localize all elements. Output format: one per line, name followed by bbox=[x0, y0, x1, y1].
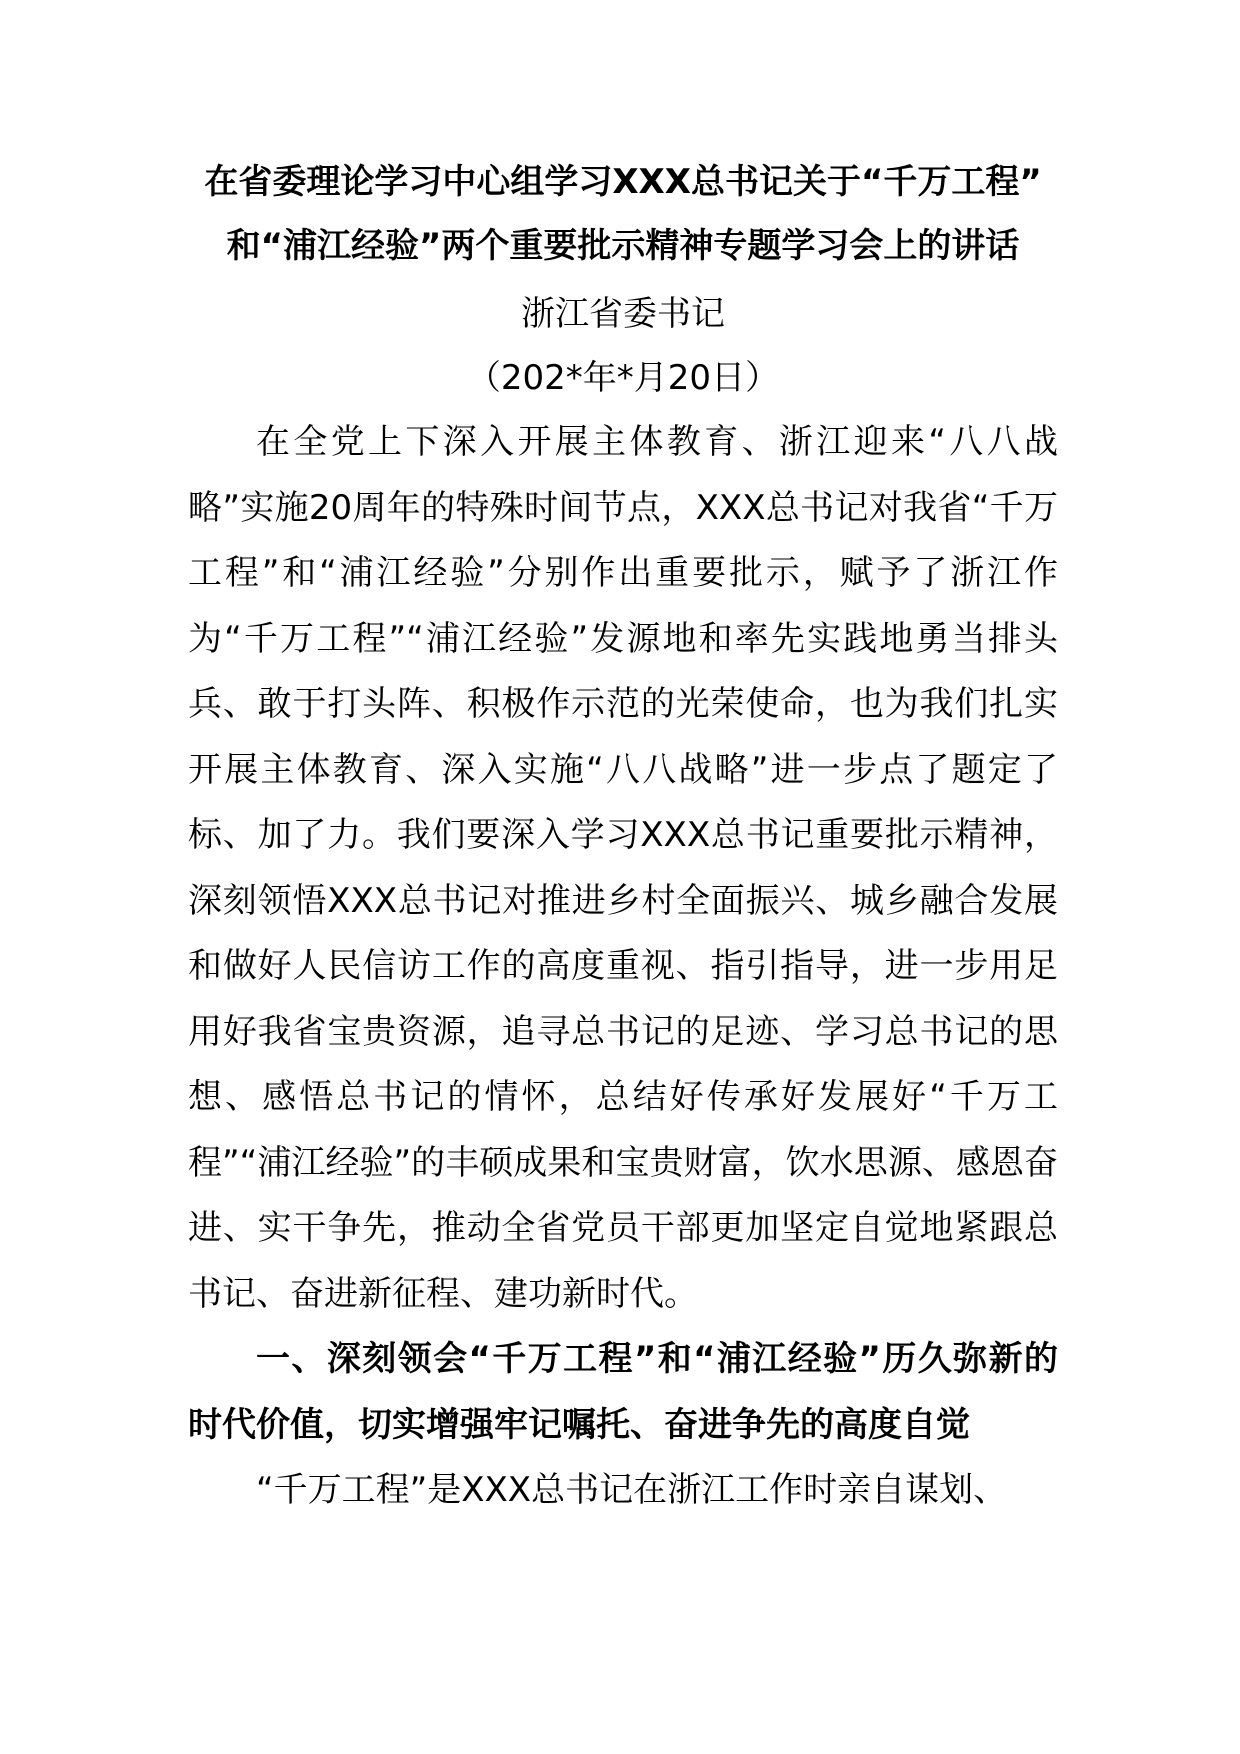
section-paragraph: “千万工程”是XXX总书记在浙江工作时亲自谋划、 bbox=[256, 1470, 1008, 1510]
document-date: （202*年*月20日） bbox=[466, 358, 780, 398]
document-author: 浙江省委书记 bbox=[521, 294, 725, 334]
section-heading: 一、深刻领会“千万工程”和“浦江经验”历久弥新的时代价值，切实增强牢记嘱托、奋进争先的高度自觉 bbox=[188, 1339, 1058, 1445]
document-page bbox=[188, 150, 1058, 1524]
body-paragraph: 在全党上下深入开展主体教育、浙江迎来“八八战略”实施20周年的特殊时间节点，XXX总书记对我省“千万工程”和“浦江经验”分别作出重要批示，赋予了浙江作为“千万工程”“浦江经验”发源地和率先实践地勇当排头兵、敢于打头阵、积极作示范的光荣使命，也为我们扎实开展主体教育、深入实施“八八战略”进一步点了题定了标、加了力。我们要深入学习XXX总书记重要批示精神，深刻领悟XXX总书记对推进乡村全面振兴、城乡融合发展和做好人民信访工作的高度重视、指引指导，进一步用足用好我省宝贵资源，追寻总书记的足迹、学习总书记的思想、感悟总书记的情怀，总结好传承好发展好“千万工程”“浦江经验”的丰硕成果和宝贵财富，饮水思源、感恩奋进、实干争先，推动全省党员干部更加坚定自觉地紧跟总书记、奋进新征程、建功新时代。 bbox=[188, 422, 1058, 1314]
document-title-line-1: 在省委理论学习中心组学习XXX总书记关于“千万工程” bbox=[204, 162, 1042, 202]
document-title-line-2: 和“浦江经验”两个重要批示精神专题学习会上的讲话 bbox=[226, 226, 1020, 266]
